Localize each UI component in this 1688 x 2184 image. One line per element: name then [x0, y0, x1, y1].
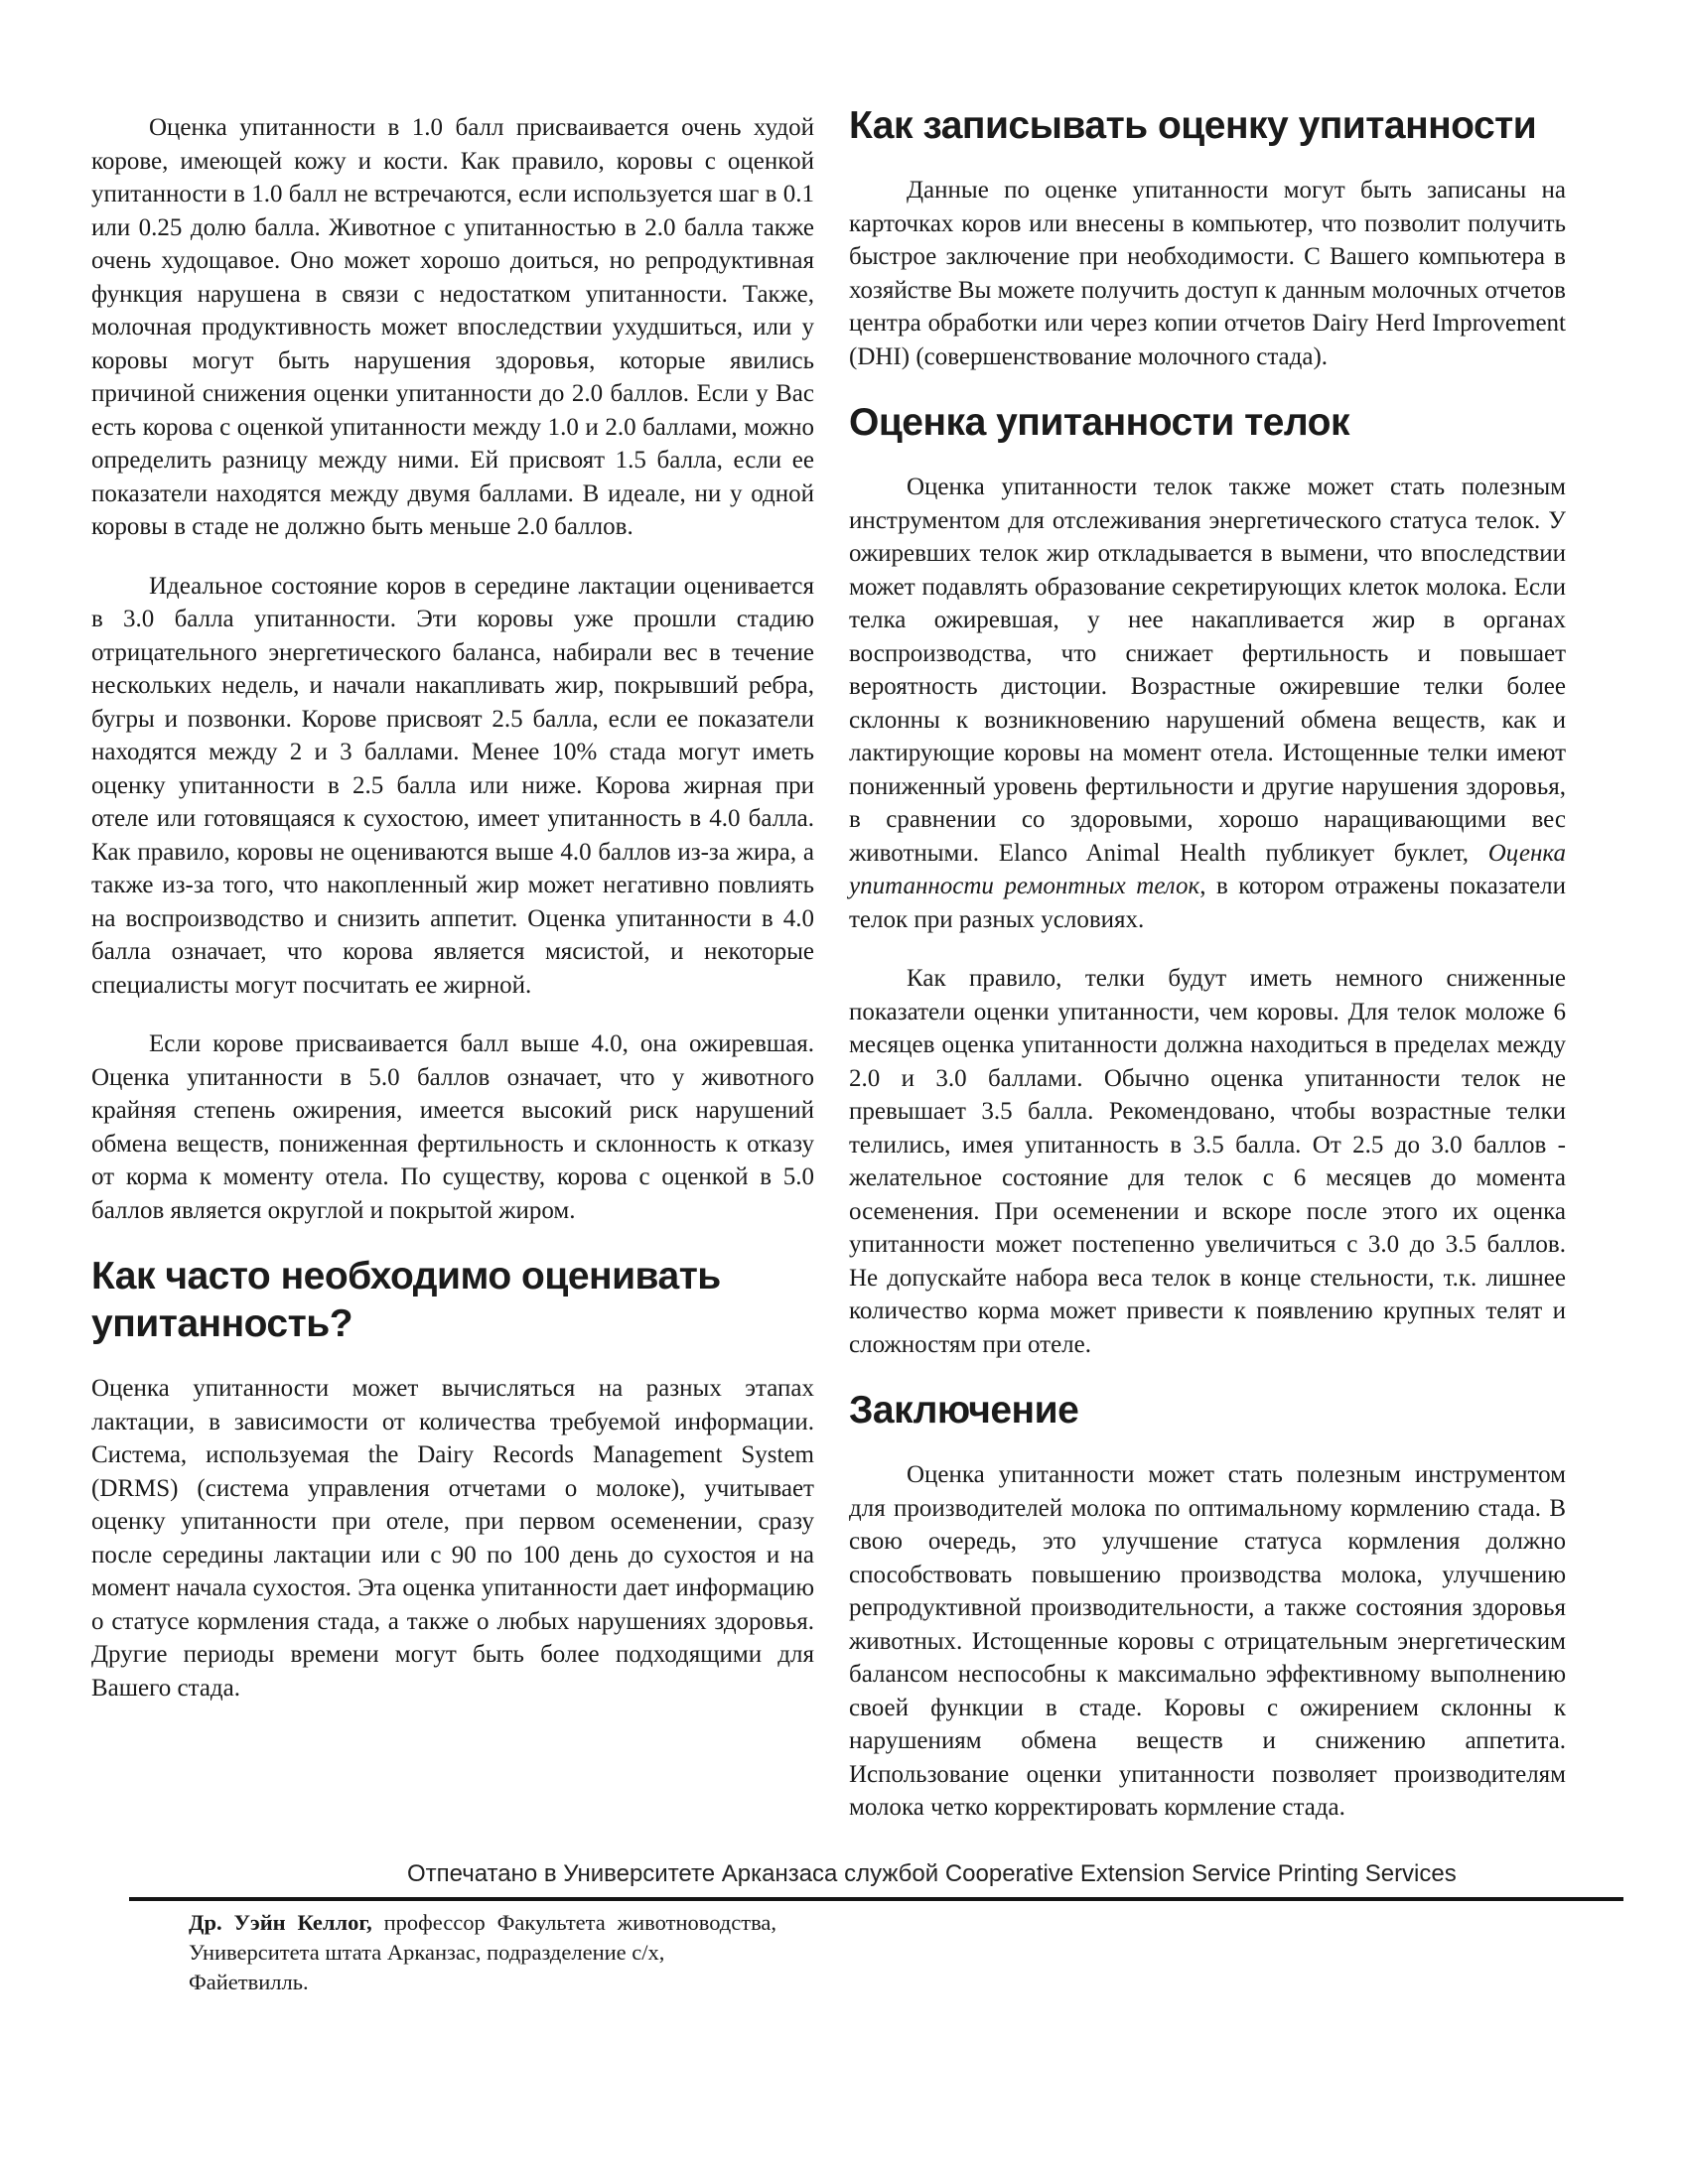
paragraph-heifers-1-tail: , в котором отражены показатели телок при разных условиях.: [849, 873, 1566, 933]
paragraph-score-5: Если корове присваивается балл выше 4.0, она ожиревшая. Оценка упитанности в 5.0 баллов означает, что у животного крайняя степень ожирения, имеется высокий риск нарушений обмена веществ, пониженная фертильность и склонность к отказу от корма к моменту отела. По существу, корова с оценкой в 5.0 баллов является округлой и покрытой жиром.: [91, 1030, 814, 1224]
paragraph-conclusion: Оценка упитанности может стать полезным инструментом для производителей молока по оптимальному кормлению стада. В свою очередь, это улучшение статуса кормления должно способствовать повышению производства молока, улучшению репродуктивной производительности, а также состояния здоровья животных. Истощенные коровы с отрицательным энергетическим балансом неспособны к максимально эффективному выполнению своей функции в стаде. Коровы с ожирением склонны к нарушениям обмена веществ и снижению аппетита. Использование оценки упитанности позволяет производителям молока четко корректировать кормление стада.: [849, 1461, 1566, 1821]
paragraph-frequency: Оценка упитанности может вычисляться на разных этапах лактации, в зависимости от количества требуемой информации. Система, используемая the Dairy Records Management System (DRMS) (система управления отчетами о молоке), учитывает оценку упитанности при отеле, при первом осеменении, сразу после середины лактации или с 90 по 100 день до сухостоя и на момент начала сухостоя. Эта оценка упитанности дает информацию о статусе кормления стада, а также о любых нарушениях здоровья. Другие периоды времени могут быть более подходящими для Вашего стада.: [91, 1375, 814, 1702]
author-name: Др. Уэйн Келлог,: [189, 1910, 372, 1935]
paragraph-recording: Данные по оценке упитанности могут быть записаны на карточках коров или внесены в компьютер, что позволит получить быстрое заключение при необходимости. С Вашего компьютера в хозяйстве Вы можете получить доступ к данным молочных отчетов центра обработки или через копии отчетов Dairy Herd Improvement (DHI) (совершенствование молочного стада).: [849, 177, 1566, 370]
section-heading-recording: Как записывать оценку упитанности: [849, 104, 1537, 147]
footer-divider-line: [129, 1897, 1623, 1901]
section-heading-frequency: Как часто необходимо оценивать упитанность?: [91, 1255, 721, 1345]
author-footnote: [189, 1908, 776, 1997]
booklet-title-italic: Оценка упитанности ремонтных телок: [849, 839, 1566, 899]
paragraph-heifers-1-text: Оценка упитанности телок также может стать полезным инструментом для отслеживания энергетического статуса телок. У ожиревших телок жир откладывается в вымени, что впоследствии может подавлять образование секретирующих клеток молока. Если телка ожиревшая, у нее накапливается жир в органах воспроизводства, что снижает фертильность и повышает вероятность дистоции. Возрастные ожиревшие телки более склонны к возникновению нарушений обмена веществ, как и лактирующие коровы на момент отела. Истощенные телки имеют пониженный уровень фертильности и другие нарушения здоровья, в сравнении со здоровыми, хорошо наращивающими вес животными. Elanco Animal Health публикует буклет,: [849, 474, 1566, 867]
section-heading-heifers: Оценка упитанности телок: [849, 401, 1350, 444]
section-heading-conclusion: Заключение: [849, 1389, 1079, 1432]
right-column: [849, 102, 1566, 1850]
paragraph-score-3-4: Идеальное состояние коров в середине лактации оценивается в 3.0 балла упитанности. Эти коровы уже прошли стадию отрицательного энергетического баланса, набирали вес в течение нескольких недель, и начали накапливать жир, покрывший ребра, бугры и позвонки. Корове присвоят 2.5 балла, если ее показатели находятся между 2 и 3 баллами. Менее 10% стада могут иметь оценку упитанности в 2.5 балла или ниже. Корова жирная при отеле или готовящаяся к сухостою, имеет упитанность в 4.0 балла. Как правило, коровы не оцениваются выше 4.0 баллов из-за жира, а также из-за того, что накопленный жир может негативно повлиять на воспроизводство и снизить аппетит. Оценка упитанности в 4.0 балла означает, что корова является мясистой, и некоторые специалисты могут посчитать ее жирной.: [91, 572, 814, 999]
paragraph-score-1-2: Оценка упитанности в 1.0 балл присваивается очень худой корове, имеющей кожу и кости. Как правило, коровы с оценкой упитанности в 1.0 балл не встречаются, если используется шаг в 0.1 или 0.25 долю балла. Животное с упитанностью в 2.0 балла также очень худощавое. Оно может хорошо доиться, но репродуктивная функция нарушена в связи с недостатком упитанности. Также, молочная продуктивность может впоследствии ухудшиться, или у коровы могут быть нарушения здоровья, которые явились причиной снижения оценки упитанности до 2.0 баллов. Если у Вас есть корова с оценкой упитанности между 1.0 и 2.0 баллами, можно определить разницу между ними. Ей присвоят 1.5 балла, если ее показатели находятся между двумя баллами. В идеале, ни у одной коровы в стаде не должно быть меньше 2.0 баллов.: [91, 114, 814, 540]
paragraph-heifers-2: Как правило, телки будут иметь немного сниженные показатели оценки упитанности, чем коровы. Для телок моложе 6 месяцев оценка упитанности должна находиться в пределах между 2.0 и 3.0 баллами. Обычно оценка упитанности телок не превышает 3.5 балла. Рекомендовано, чтобы возрастные телки телились, имея упитанность в 3.5 балла. От 2.5 до 3.0 баллов - желательное состояние для телок с 6 месяцев до момента осеменения. При осеменении и вскоре после этого их оценка упитанности может постепенно увеличиться с 3.0 до 3.5 баллов. Не допускайте набора веса телок в конце стельности, т.к. лишнее количество корма может привести к появлению крупных телят и сложностям при отеле.: [849, 965, 1566, 1358]
author-footnote-line1: [189, 1908, 776, 1938]
paragraph-heifers-1: [849, 471, 1566, 936]
author-title: профессор Факультета животноводства,: [371, 1910, 777, 1935]
left-column: [91, 111, 814, 1730]
author-footnote-line2: Университета штата Арканзас, подразделение с/х, Файетвилль.: [189, 1940, 665, 1994]
printed-at-note: Отпечатано в Университете Арканзаса службой Cooperative Extension Service Printing Services: [407, 1860, 1457, 1887]
